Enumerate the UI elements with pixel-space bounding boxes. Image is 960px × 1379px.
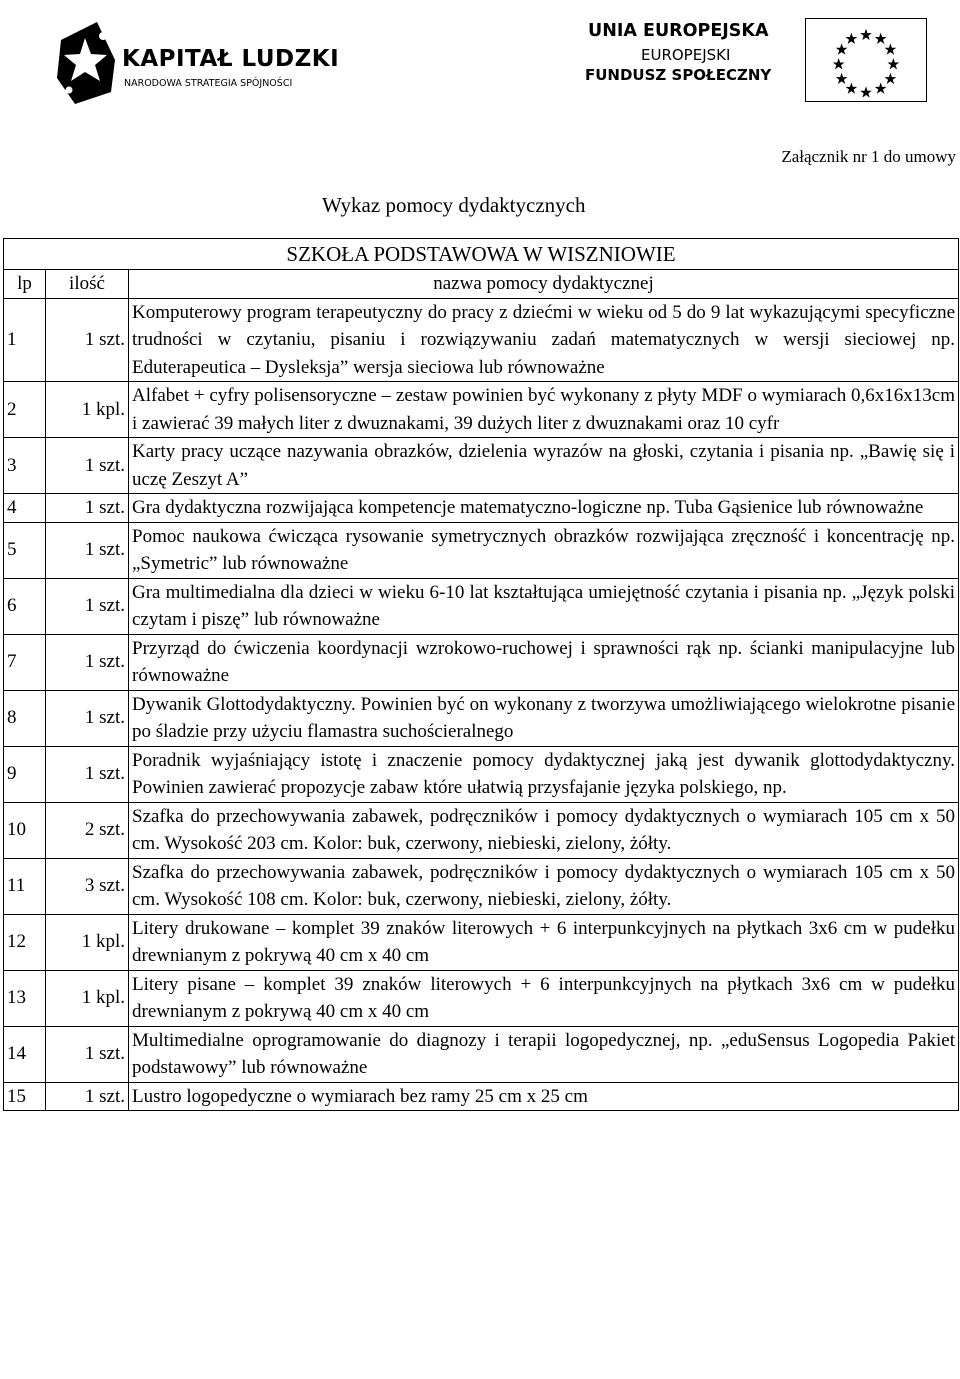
table-row — [4, 914, 959, 970]
item-name: Multimedialne oprogramowanie do diagnozy i terapii logopedycznej, np. „eduSensus Logopedia Pakiet podstawowy” lub równoważne — [129, 1026, 959, 1082]
item-quantity: 1 kpl. — [46, 970, 129, 1026]
item-number: 11 — [4, 858, 46, 914]
table-row — [4, 858, 959, 914]
item-quantity: 3 szt. — [46, 858, 129, 914]
item-number: 2 — [4, 382, 46, 438]
item-quantity: 1 szt. — [46, 438, 129, 494]
eu-logo — [585, 18, 930, 103]
item-quantity: 1 kpl. — [46, 382, 129, 438]
kapital-ludzki-title: KAPITAŁ LUDZKI — [122, 46, 340, 72]
table-row — [4, 298, 959, 382]
table-header-row — [4, 270, 959, 299]
item-number: 1 — [4, 298, 46, 382]
item-name: Pomoc naukowa ćwicząca rysowanie symetrycznych obrazków rozwijająca zręczność i koncentrację np. „Symetric” lub równoważne — [129, 522, 959, 578]
table-row — [4, 970, 959, 1026]
item-number: 5 — [4, 522, 46, 578]
column-header-qty: ilość — [46, 270, 129, 299]
item-number: 3 — [4, 438, 46, 494]
item-number: 14 — [4, 1026, 46, 1082]
item-quantity: 1 szt. — [46, 746, 129, 802]
document-title: Wykaz pomocy dydaktycznych — [322, 193, 586, 217]
item-number: 13 — [4, 970, 46, 1026]
table-row — [4, 382, 959, 438]
eu-logo-line3: FUNDUSZ SPOŁECZNY — [585, 66, 772, 84]
item-number: 8 — [4, 690, 46, 746]
eu-logo-line1: UNIA EUROPEJSKA — [588, 21, 769, 41]
item-quantity: 1 kpl. — [46, 914, 129, 970]
item-number: 7 — [4, 634, 46, 690]
item-name: Szafka do przechowywania zabawek, podręczników i pomocy dydaktycznych o wymiarach 105 cm x 50 cm. Wysokość 203 cm. Kolor: buk, czerwony, niebieski, zielony, żółty. — [129, 802, 959, 858]
item-name: Lustro logopedyczne o wymiarach bez ramy 25 cm x 25 cm — [129, 1082, 959, 1111]
column-header-lp: lp — [4, 270, 46, 299]
item-quantity: 1 szt. — [46, 634, 129, 690]
item-number: 15 — [4, 1082, 46, 1111]
table-row — [4, 746, 959, 802]
item-name: Dywanik Glottodydaktyczny. Powinien być on wykonany z tworzywa umożliwiającego wielokrotne pisanie po śladzie przy użyciu flamastra suchościeralnego — [129, 690, 959, 746]
table-row — [4, 438, 959, 494]
annex-label: Załącznik nr 1 do umowy — [781, 147, 956, 166]
teaching-aids-table — [3, 238, 959, 1111]
item-quantity: 2 szt. — [46, 802, 129, 858]
school-name: SZKOŁA PODSTAWOWA W WISZNIOWIE — [4, 239, 959, 270]
item-number: 9 — [4, 746, 46, 802]
eu-flag-icon — [805, 18, 927, 102]
table-row — [4, 494, 959, 523]
item-quantity: 1 szt. — [46, 522, 129, 578]
item-name: Gra dydaktyczna rozwijająca kompetencje matematyczno-logiczne np. Tuba Gąsienice lub równoważne — [129, 494, 959, 523]
table-row — [4, 634, 959, 690]
item-name: Alfabet + cyfry polisensoryczne – zestaw powinien być wykonany z płyty MDF o wymiarach 0,6x16x13cm i zawierać 39 małych liter z dwuznakami, 39 dużych liter z dwuznakami oraz 10 cyfr — [129, 382, 959, 438]
table-row — [4, 1026, 959, 1082]
table-row — [4, 1082, 959, 1111]
item-name: Karty pracy uczące nazywania obrazków, dzielenia wyrazów na głoski, czytania i pisania np. „Bawię się i uczę Zeszyt A” — [129, 438, 959, 494]
kapital-ludzki-logo — [55, 20, 340, 105]
table-row — [4, 690, 959, 746]
item-quantity: 1 szt. — [46, 1026, 129, 1082]
item-name: Litery drukowane – komplet 39 znaków literowych + 6 interpunkcyjnych na płytkach 3x6 cm w pudełku drewnianym z pokrywą 40 cm x 40 cm — [129, 914, 959, 970]
item-name: Poradnik wyjaśniający istotę i znaczenie pomocy dydaktycznej jaką jest dywanik glottodydaktyczny. Powinien zawierać propozycje zabaw które ułatwią przysfajanie języka polskiego, np. — [129, 746, 959, 802]
table-row — [4, 522, 959, 578]
item-name: Litery pisane – komplet 39 znaków literowych + 6 interpunkcyjnych na płytkach 3x6 cm w pudełku drewnianym z pokrywą 40 cm x 40 cm — [129, 970, 959, 1026]
item-quantity: 1 szt. — [46, 690, 129, 746]
table-row — [4, 802, 959, 858]
item-quantity: 1 szt. — [46, 494, 129, 523]
item-quantity: 1 szt. — [46, 1082, 129, 1111]
item-name: Komputerowy program terapeutyczny do pracy z dziećmi w wieku od 5 do 9 lat wykazującymi specyficzne trudności w czytaniu, pisaniu i rozwiązywaniu zadań matematycznych w wersji sieciowej np. Eduterapeutica – Dysleksja” wersja sieciowa lub równoważne — [129, 298, 959, 382]
column-header-name: nazwa pomocy dydaktycznej — [129, 270, 959, 299]
table-row — [4, 578, 959, 634]
school-row — [4, 239, 959, 270]
item-number: 6 — [4, 578, 46, 634]
item-quantity: 1 szt. — [46, 578, 129, 634]
item-name: Gra multimedialna dla dzieci w wieku 6-10 lat kształtująca umiejętność czytania i pisania np. „Język polski czytam i piszę” lub równoważne — [129, 578, 959, 634]
eu-logo-line2: EUROPEJSKI — [641, 46, 731, 64]
item-number: 12 — [4, 914, 46, 970]
item-number: 10 — [4, 802, 46, 858]
item-name: Szafka do przechowywania zabawek, podręczników i pomocy dydaktycznych o wymiarach 105 cm x 50 cm. Wysokość 108 cm. Kolor: buk, czerwony, niebieski, zielony, żółty. — [129, 858, 959, 914]
kapital-ludzki-subtitle: NARODOWA STRATEGIA SPÓJNOŚCI — [124, 78, 293, 89]
kapital-ludzki-emblem-icon — [55, 20, 119, 105]
item-number: 4 — [4, 494, 46, 523]
item-quantity: 1 szt. — [46, 298, 129, 382]
item-name: Przyrząd do ćwiczenia koordynacji wzrokowo-ruchowej i sprawności rąk np. ścianki manipulacyjne lub równoważne — [129, 634, 959, 690]
